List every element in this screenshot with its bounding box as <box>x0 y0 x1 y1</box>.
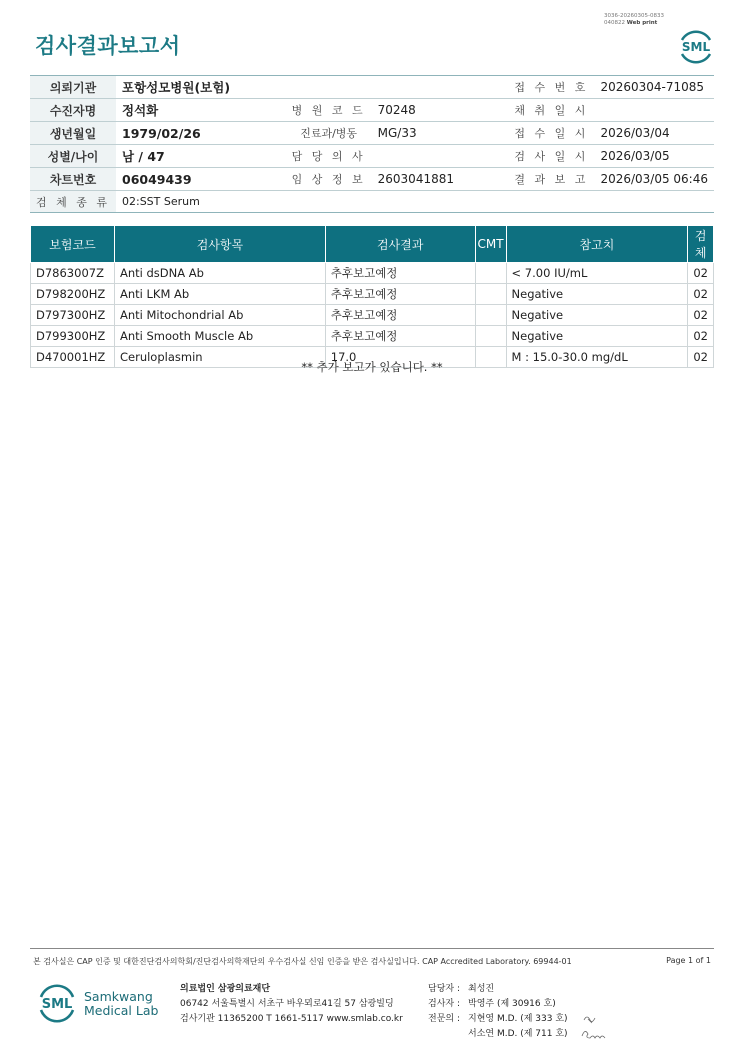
value-specimen-type: 02:SST Serum <box>116 191 714 213</box>
staff-role: 검사자 : <box>428 999 460 1009</box>
cell-cmt <box>475 284 506 305</box>
table-row <box>31 284 714 305</box>
cell-code: D799300HZ <box>31 326 115 347</box>
staff-name: 서소연 M.D. (제 711 호) <box>468 1029 568 1039</box>
cell-code: D7863007Z <box>31 263 115 284</box>
value-patient-name: 정석화 <box>116 99 286 122</box>
print-code-line2: 040822 <box>604 20 625 26</box>
print-code <box>604 13 684 27</box>
brand-line1: Samkwang <box>84 989 153 1004</box>
corporation-address: 06742 서울특별시 서초구 바우뫼로41길 57 삼광빌딩 <box>180 999 394 1009</box>
cell-test: Anti Mitochondrial Ab <box>114 305 325 326</box>
table-row <box>31 263 714 284</box>
staff-line <box>428 1027 568 1042</box>
cell-reference: Negative <box>506 284 688 305</box>
cell-result: 추후보고예정 <box>325 326 475 347</box>
print-code-line1: 3036-20260305-0833 <box>604 13 664 19</box>
value-birth-date: 1979/02/26 <box>116 122 286 145</box>
value-clinical-info: 2603041881 <box>372 168 509 191</box>
cell-result: 17.0 <box>325 347 475 368</box>
value-requester: 포항성모병원(보험) <box>116 76 508 99</box>
signature-image <box>578 1010 610 1042</box>
value-test-time: 2026/03/05 <box>594 145 714 168</box>
cell-reference: Negative <box>506 305 688 326</box>
col-header-result: 검사결과 <box>325 226 475 263</box>
additional-report-note: ** 추가 보고가 있습니다. ** <box>301 360 443 374</box>
patient-info-table <box>30 75 714 213</box>
cell-reference: M : 15.0-30.0 mg/dL <box>506 347 688 368</box>
cell-code: D797300HZ <box>31 305 115 326</box>
staff-role: 담당자 : <box>428 984 460 994</box>
results-header-row <box>31 226 714 263</box>
report-title: 검사결과보고서 <box>35 34 181 58</box>
cell-code: D470001HZ <box>31 347 115 368</box>
value-collection-time <box>594 99 714 122</box>
value-sex-age: 남 / 47 <box>116 145 286 168</box>
label-test-time: 검 사 일 시 <box>508 145 594 168</box>
col-header-cmt: CMT <box>475 226 506 263</box>
label-patient-name: 수진자명 <box>30 99 116 122</box>
label-receipt-time: 접 수 일 시 <box>508 122 594 145</box>
cell-test: Anti dsDNA Ab <box>114 263 325 284</box>
info-row <box>30 122 714 145</box>
label-requester: 의뢰기관 <box>30 76 116 99</box>
web-print-tag: Web print <box>626 20 658 26</box>
corporation-contact: 검사기관 11365200 T 1661-5117 www.smlab.co.kr <box>180 1014 403 1024</box>
footer-logo-text: SML <box>41 997 73 1012</box>
value-doctor <box>372 145 509 168</box>
label-specimen-type: 검 체 종 류 <box>30 191 116 213</box>
label-receipt-no: 접 수 번 호 <box>508 76 594 99</box>
staff-name: 최성진 <box>468 984 495 994</box>
corporation-info <box>180 982 403 1027</box>
cell-test: Anti Smooth Muscle Ab <box>114 326 325 347</box>
cell-test: Ceruloplasmin <box>114 347 325 368</box>
label-department: 진료과/병동 <box>286 122 372 145</box>
label-doctor: 담 당 의 사 <box>286 145 372 168</box>
results-table <box>30 225 714 368</box>
col-header-test-item: 검사항목 <box>114 226 325 263</box>
sml-logo <box>676 26 716 66</box>
cell-code: D798200HZ <box>31 284 115 305</box>
label-hospital-code: 병 원 코 드 <box>286 99 372 122</box>
cell-specimen: 02 <box>688 305 714 326</box>
col-header-reference: 참고치 <box>506 226 688 263</box>
label-collection-time: 채 취 일 시 <box>508 99 594 122</box>
cell-result: 추후보고예정 <box>325 284 475 305</box>
label-report-time: 결 과 보 고 <box>508 168 594 191</box>
staff-line <box>428 982 568 997</box>
value-hospital-code: 70248 <box>372 99 509 122</box>
info-row <box>30 191 714 213</box>
col-header-specimen: 검체 <box>688 226 714 263</box>
staff-name: 지현영 M.D. (제 333 호) <box>468 1014 568 1024</box>
table-row <box>31 326 714 347</box>
value-chart-no: 06049439 <box>116 168 286 191</box>
cell-specimen: 02 <box>688 326 714 347</box>
col-header-insurance-code: 보험코드 <box>31 226 115 263</box>
cell-specimen: 02 <box>688 284 714 305</box>
cell-result: 추후보고예정 <box>325 263 475 284</box>
info-row <box>30 99 714 122</box>
cell-cmt <box>475 326 506 347</box>
staff-name: 박영주 (제 30916 호) <box>468 999 556 1009</box>
cell-cmt <box>475 263 506 284</box>
footer-sml-logo <box>36 982 78 1024</box>
cell-cmt <box>475 305 506 326</box>
label-chart-no: 차트번호 <box>30 168 116 191</box>
staff-line <box>428 1012 568 1027</box>
cell-reference: < 7.00 IU/mL <box>506 263 688 284</box>
value-receipt-no: 20260304-71085 <box>594 76 714 99</box>
certification-note: 본 검사실은 CAP 인증 및 대한진단검사의학회/진단검사의학재단의 우수검사실 신임 인증을 받은 검사실입니다. CAP Accredited Laboratory. 69944-01 <box>33 957 572 966</box>
cell-result: 추후보고예정 <box>325 305 475 326</box>
page-number: Page 1 of 1 <box>666 956 711 965</box>
label-clinical-info: 임 상 정 보 <box>286 168 372 191</box>
brand-line2: Medical Lab <box>84 1003 159 1018</box>
staff-line <box>428 997 568 1012</box>
value-report-time: 2026/03/05 06:46 <box>594 168 714 191</box>
cell-specimen: 02 <box>688 347 714 368</box>
value-department: MG/33 <box>372 122 509 145</box>
info-row <box>30 76 714 99</box>
label-sex-age: 성별/나이 <box>30 145 116 168</box>
label-birth-date: 생년월일 <box>30 122 116 145</box>
cell-reference: Negative <box>506 326 688 347</box>
table-row <box>31 305 714 326</box>
info-row <box>30 145 714 168</box>
info-row <box>30 168 714 191</box>
staff-list <box>428 982 568 1042</box>
cell-specimen: 02 <box>688 263 714 284</box>
staff-role: 전문의 : <box>428 1014 460 1024</box>
cell-test: Anti LKM Ab <box>114 284 325 305</box>
footer-divider <box>30 948 714 949</box>
corporation-name: 의료법인 삼광의료재단 <box>180 984 271 994</box>
brand-name <box>84 990 158 1018</box>
logo-text: SML <box>681 40 711 54</box>
value-receipt-time: 2026/03/04 <box>594 122 714 145</box>
